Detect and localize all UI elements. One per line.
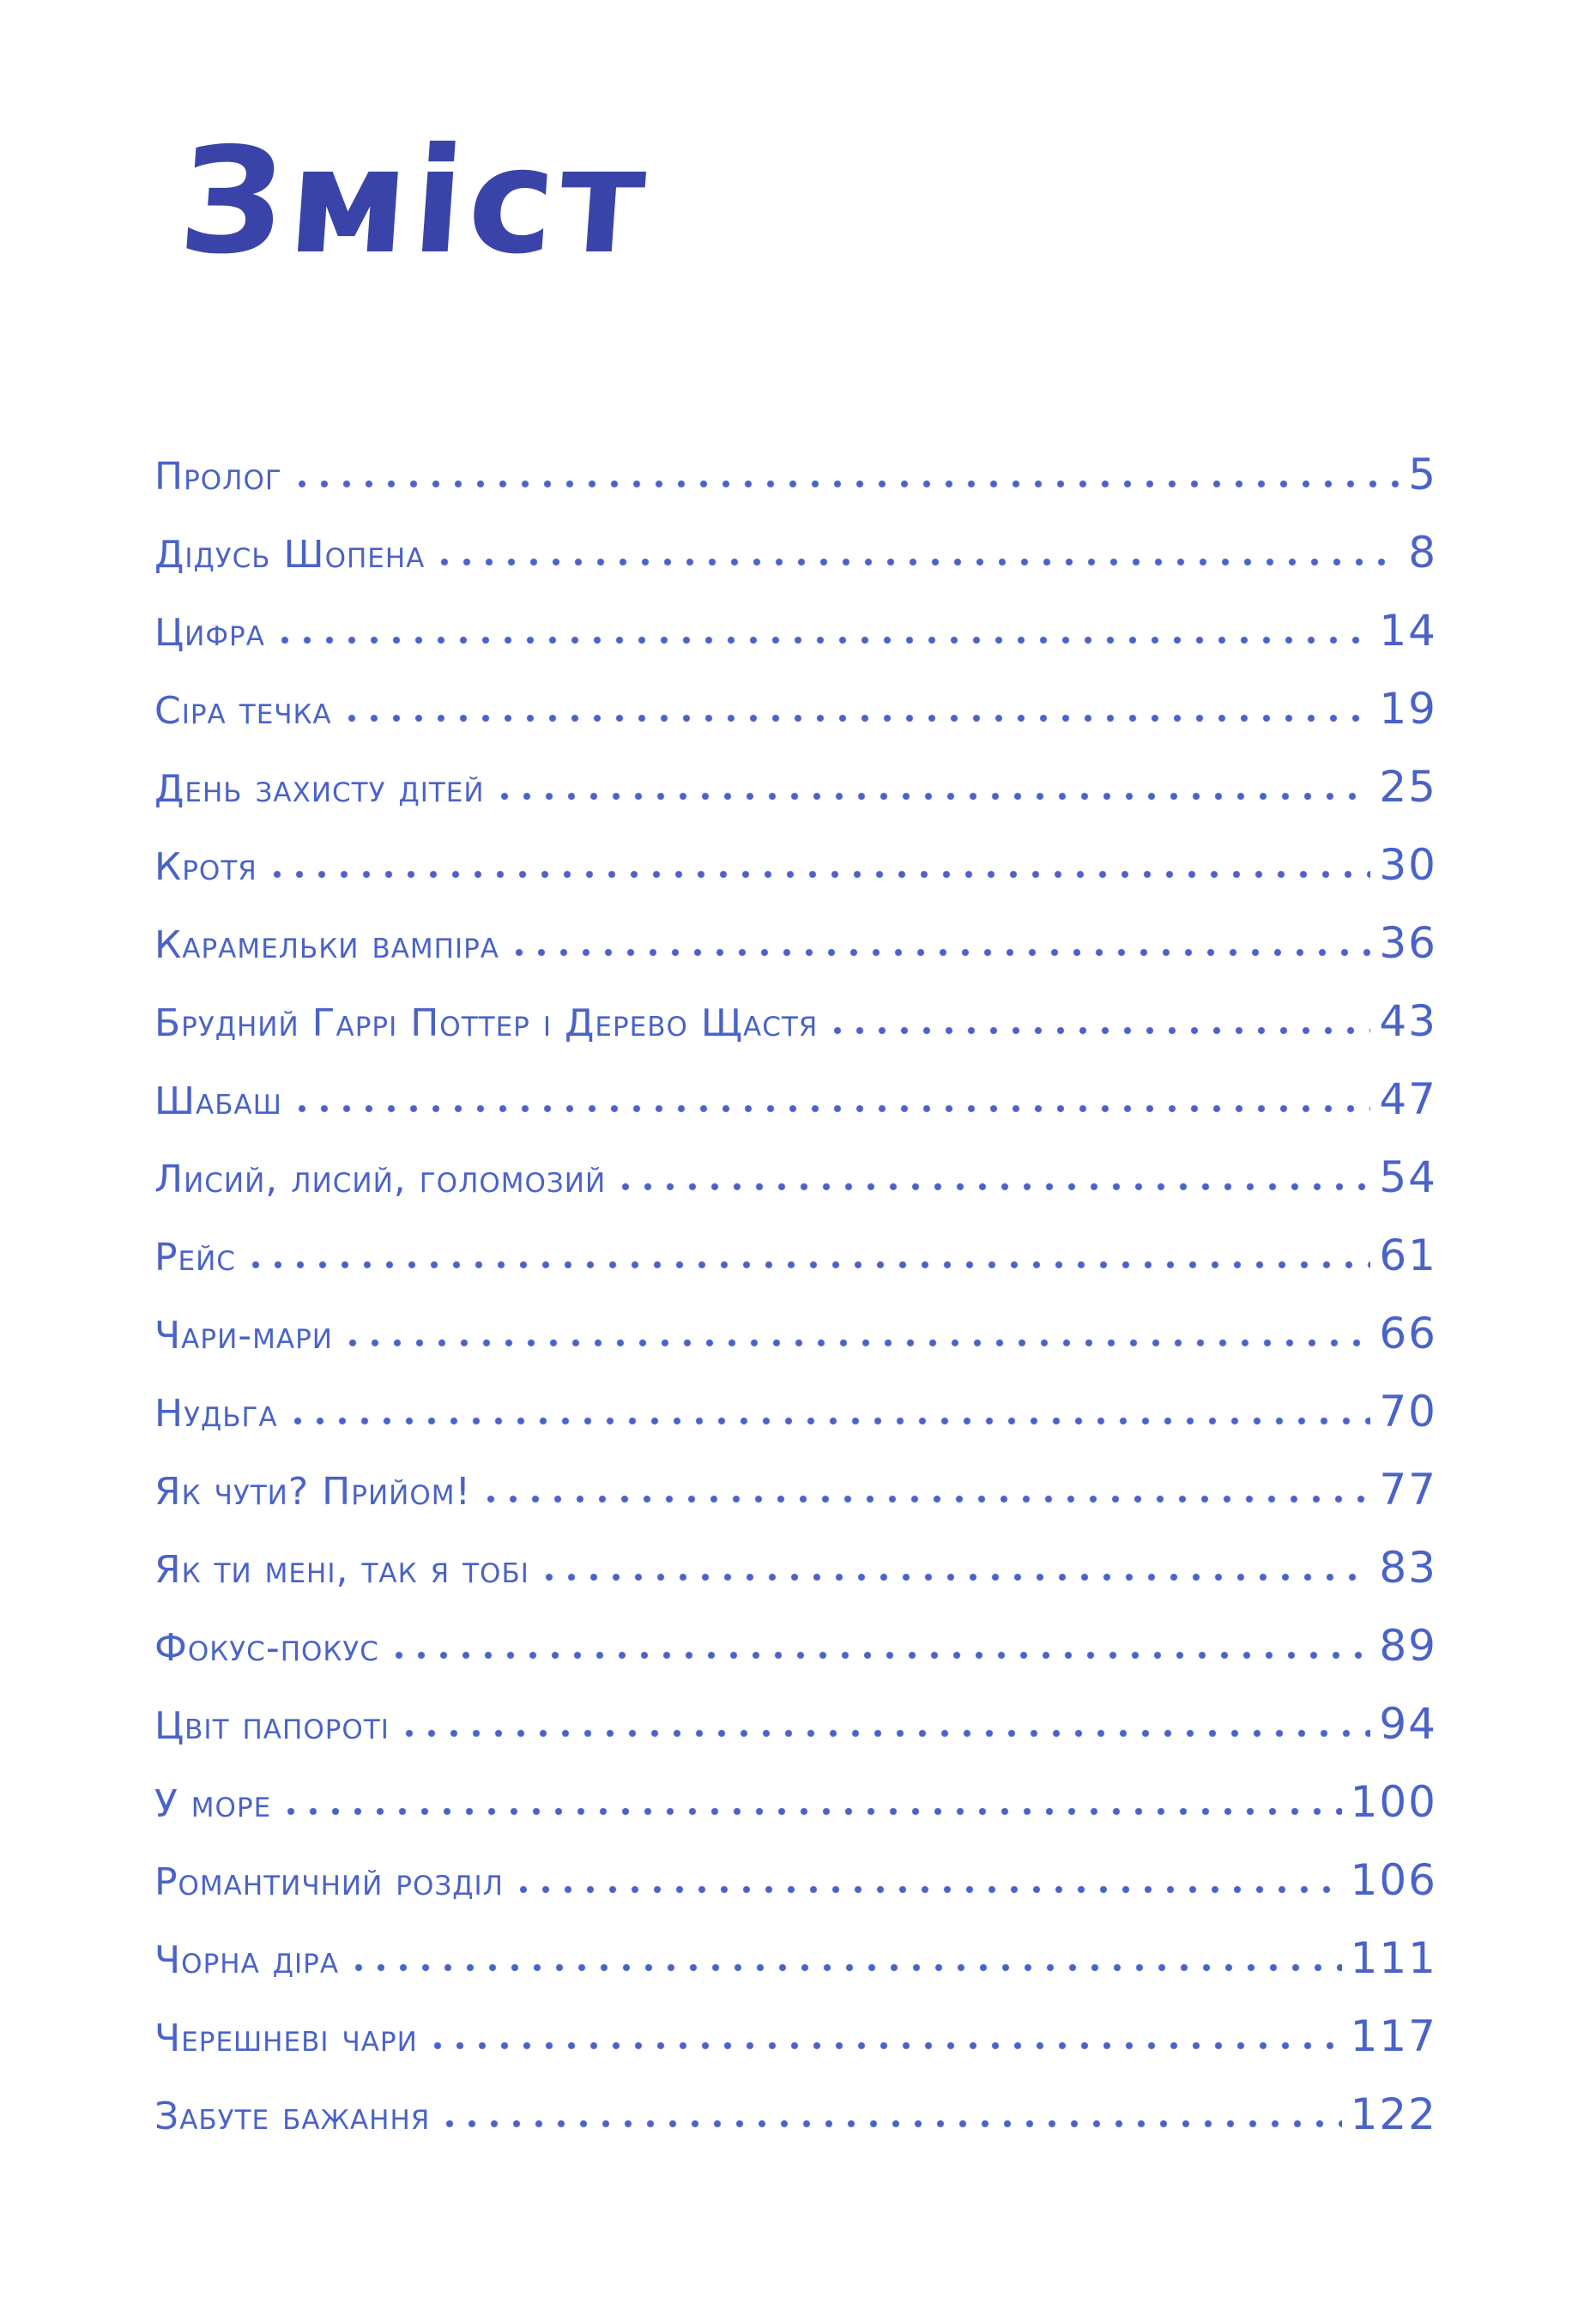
dot-leader [438,2119,1341,2128]
toc-entry[interactable] [154,1998,1437,2076]
dot-leader [348,1963,1342,1972]
toc-entry-page: 89 [1379,1621,1437,1671]
toc-entry-page: 5 [1408,450,1437,499]
toc-entry-page: 111 [1350,1933,1437,1983]
toc-entry[interactable] [154,826,1437,904]
dot-leader [245,1261,1370,1269]
toc-entry-title: Лисий, лисий, голомозий [154,1158,607,1201]
toc-entry-title: Фокус-покус [154,1626,379,1670]
dot-leader [280,1807,1341,1816]
dot-leader [287,1417,1371,1425]
toc-entry-page: 43 [1379,996,1437,1046]
toc-entry-page: 19 [1379,684,1437,734]
dot-leader [512,1885,1342,1894]
dot-leader [538,1573,1371,1581]
page-title: Зміст [174,117,656,287]
toc-entry-page: 25 [1379,762,1437,812]
toc-entry-page: 83 [1379,1543,1437,1593]
toc-entry-page: 30 [1379,840,1437,890]
toc-entry-title: Як чути? Прийом! [154,1470,472,1514]
toc-entry-page: 47 [1379,1074,1437,1124]
dot-leader [493,792,1371,801]
dot-leader [266,870,1371,879]
toc-entry[interactable] [154,2076,1437,2154]
dot-leader [388,1651,1370,1660]
toc-entry[interactable] [154,1607,1437,1685]
dot-leader [341,714,1371,723]
toc-entry[interactable] [154,1920,1437,1998]
toc-entry-title: Брудний Гаррі Поттер і Дерево Щастя [154,1001,819,1045]
dot-leader [342,1339,1370,1347]
toc-entry-page: 70 [1379,1387,1437,1436]
dot-leader [614,1182,1370,1191]
dot-leader [398,1729,1370,1738]
toc-entry[interactable] [154,1139,1437,1217]
toc-entry-title: Черешневі чари [154,2017,418,2060]
toc-entry[interactable] [154,1451,1437,1529]
dot-leader [274,636,1370,644]
toc-entry[interactable] [154,983,1437,1061]
toc-entry-page: 106 [1350,1855,1437,1905]
table-of-contents [154,436,1437,2154]
toc-entry-title: Цвіт папороті [154,1704,390,1748]
toc-entry-title: День захисту дітей [154,767,485,811]
toc-entry-page: 77 [1379,1465,1437,1515]
toc-entry-title: Дідусь Шопена [154,533,426,577]
toc-entry-page: 100 [1350,1777,1437,1827]
dot-leader [433,558,1400,566]
toc-entry-page: 94 [1379,1699,1437,1749]
toc-entry[interactable] [154,592,1437,670]
toc-entry-page: 66 [1379,1309,1437,1358]
toc-entry[interactable] [154,1373,1437,1451]
toc-entry-title: Як ти мені, так я тобі [154,1548,529,1592]
toc-entry[interactable] [154,1685,1437,1763]
toc-entry-title: Чорна діра [154,1938,340,1982]
toc-entry[interactable] [154,1529,1437,1607]
dot-leader [480,1495,1370,1503]
toc-entry-page: 61 [1379,1231,1437,1280]
toc-entry-page: 36 [1379,918,1437,968]
toc-entry-title: Шабаш [154,1079,282,1123]
toc-entry[interactable] [154,670,1437,748]
toc-entry[interactable] [154,436,1437,514]
toc-entry[interactable] [154,1841,1437,1920]
toc-entry-page: 8 [1408,528,1437,577]
toc-entry[interactable] [154,1763,1437,1841]
dot-leader [426,2041,1342,2050]
toc-entry-title: Пролог [154,455,282,499]
toc-entry-page: 14 [1379,606,1437,656]
dot-leader [826,1026,1370,1035]
dot-leader [291,480,1400,488]
toc-entry-title: Чари-мари [154,1314,333,1358]
toc-entry-title: Карамельки вампіра [154,923,500,967]
toc-entry-title: Сіра течка [154,689,332,733]
toc-entry-title: У море [154,1782,272,1826]
dot-leader [508,948,1370,957]
toc-entry-title: Нудьга [154,1392,278,1436]
toc-entry[interactable] [154,1295,1437,1373]
toc-entry[interactable] [154,748,1437,826]
toc-entry-title: Романтичний розділ [154,1860,504,1904]
toc-entry[interactable] [154,514,1437,592]
dot-leader [291,1104,1370,1113]
toc-entry-page: 54 [1379,1152,1437,1202]
toc-entry[interactable] [154,904,1437,983]
toc-entry-title: Рейс [154,1236,236,1279]
toc-entry-title: Забуте бажання [154,2095,431,2138]
toc-entry-title: Цифра [154,611,265,655]
toc-entry[interactable] [154,1217,1437,1295]
toc-entry[interactable] [154,1061,1437,1139]
toc-entry-title: Кротя [154,845,257,889]
toc-entry-page: 117 [1350,2011,1437,2061]
toc-entry-page: 122 [1350,2089,1437,2139]
